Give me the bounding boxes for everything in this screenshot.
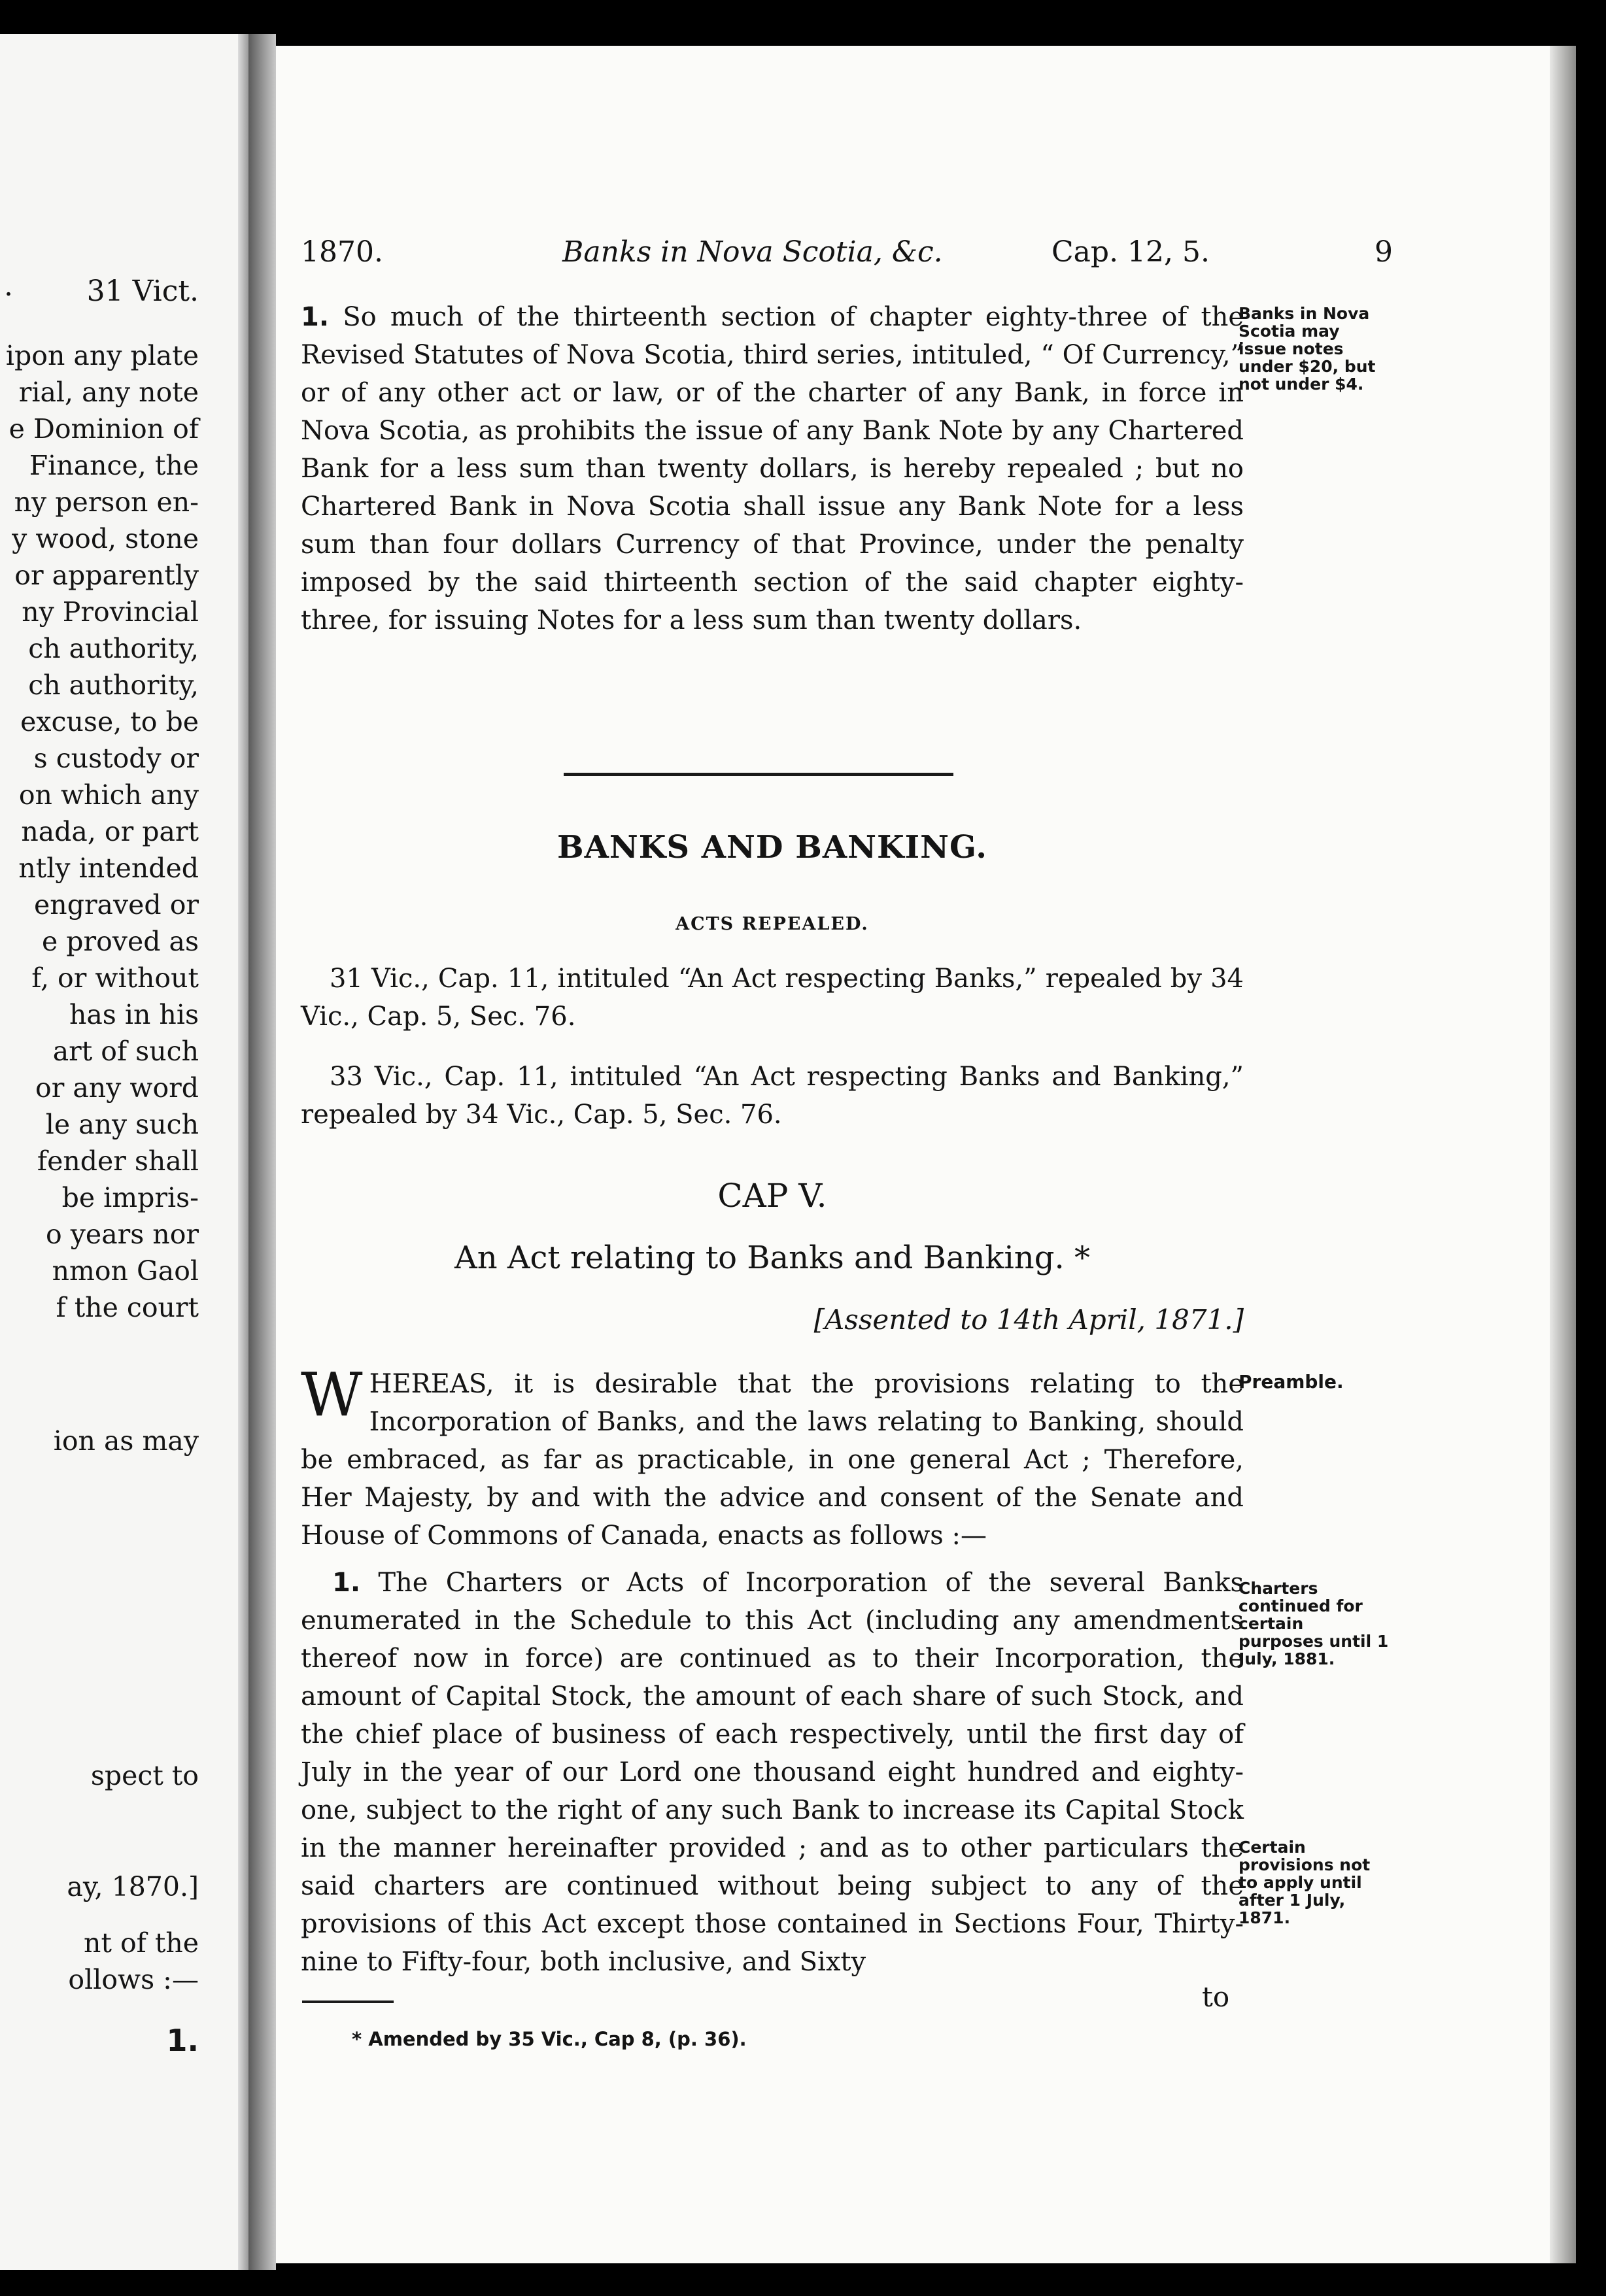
- book-gutter: [248, 34, 276, 2270]
- preamble-text: HEREAS, it is desirable that the provisions relating to the Incorporation of Banks, and the laws relating to Banking, should be embraced, as far as practicable, in one general Act ; Therefore, Her Majesty, by and with the advice and consent of the Senate and House of Commons of Canada, enacts as follows :—: [301, 1369, 1244, 1551]
- left-line: has in his: [69, 999, 199, 1030]
- section-number: 1.: [332, 1568, 361, 1598]
- left-line: e Dominion of: [9, 413, 199, 445]
- repealed-item: 31 Vic., Cap. 11, intituled “An Act respecting Banks,” repealed by 34 Vic., Cap. 5, Sec. 76.: [301, 964, 1244, 1032]
- left-page-fragment: [0, 34, 248, 2270]
- left-line: art of such: [52, 1036, 199, 1067]
- left-line: Finance, the: [29, 450, 199, 481]
- left-line: spect to: [90, 1760, 199, 1791]
- right-page: [276, 46, 1576, 2263]
- header-cap: Cap. 12, 5.: [1051, 235, 1210, 269]
- left-line: ay, 1870.]: [67, 1871, 199, 1902]
- header-year: 1870.: [301, 235, 383, 269]
- section-text: The Charters or Acts of Incorporation of the several Banks enumerated in the Schedule to this Act (including any amendments thereof now in force) are continued as to their Incorporation, the amount of Capital Stock, the amount of each share of such Stock, and the chief place of business of each respectively, until the first day of July in the year of our Lord one thousand eight hundred and eighty-one, subject to the right of any such Bank to increase its Capital Stock in the manner hereinafter provided ; and as to other particulars the said charters are continued without being subject to any of the provisions of this Act except those contained in Sections Four, Thirty-nine to Fifty-four, both inclusive, and Sixty: [301, 1568, 1244, 1977]
- page-number: 9: [1375, 235, 1393, 269]
- left-line: or apparently: [14, 560, 199, 591]
- banks-heading: BANKS AND BANKING.: [557, 829, 987, 866]
- left-line: f the court: [56, 1292, 199, 1323]
- left-line: on which any: [18, 779, 199, 811]
- left-line: ch authority,: [28, 633, 199, 664]
- left-line: ollows :—: [68, 1964, 199, 1995]
- acts-repealed-heading: ACTS REPEALED.: [675, 914, 869, 934]
- left-line: ny person en-: [14, 486, 199, 518]
- left-line: engraved or: [34, 889, 199, 920]
- section-number: 1.: [301, 302, 330, 332]
- page-edge-shadow: [1550, 46, 1576, 2263]
- sidenote-nova-scotia: Banks in Nova Scotia may issue notes under $20, but not under $4.: [1239, 304, 1376, 394]
- left-line: fender shall: [37, 1145, 199, 1177]
- left-line: excuse, to be: [20, 706, 199, 737]
- header-title: Banks in Nova Scotia, &c.: [562, 235, 943, 269]
- cap-heading: CAP V.: [717, 1177, 827, 1215]
- footnote: * Amended by 35 Vic., Cap 8, (p. 36).: [352, 2028, 747, 2050]
- nova-scotia-section: [301, 298, 1244, 639]
- catchword: to: [1202, 1981, 1230, 2013]
- left-page-shadow: [238, 34, 248, 2270]
- left-line: ny Provincial: [22, 596, 199, 628]
- left-line: e proved as: [41, 926, 199, 957]
- left-line: ch authority,: [28, 669, 199, 701]
- sidenote-provisions: Certain provisions not to apply until after 1 July, 1871.: [1239, 1838, 1371, 1927]
- left-line: ion as may: [53, 1425, 199, 1457]
- assented-line: [Assented to 14th April, 1871.]: [813, 1304, 1244, 1336]
- left-line: nt of the: [84, 1927, 199, 1959]
- left-line: 1.: [166, 2023, 199, 2058]
- repealed-item: 33 Vic., Cap. 11, intituled “An Act respecting Banks and Banking,” repealed by 34 Vic., Cap. 5, Sec. 76.: [301, 1062, 1244, 1130]
- left-header-mark: .: [4, 269, 13, 303]
- left-line: or any word: [35, 1072, 199, 1104]
- sidenote-charters: Charters continued for certain purposes until 1 July, 1881.: [1239, 1579, 1389, 1668]
- left-line: be impris-: [61, 1182, 199, 1213]
- section-text: So much of the thirteenth section of chapter eighty-three of the Revised Statutes of Nova Scotia, third series, intituled, “ Of Currency,” or of any other act or law, or of the charter of any Bank, in force in Nova Scotia, as prohibits the issue of any Bank Note by any Chartered Bank for a less sum than twenty dollars, is hereby repealed ; but no Chartered Bank in Nova Scotia shall issue any Bank Note for a less sum than four dollars Currency of that Province, under the penalty imposed by the said thirteenth section of the said chapter eighty-three, for issuing Notes for a less sum than twenty dollars.: [301, 302, 1244, 635]
- drop-cap: W: [301, 1360, 363, 1430]
- left-line: rial, any note: [18, 377, 199, 408]
- section-divider: [564, 773, 953, 776]
- left-line: s custody or: [33, 743, 199, 774]
- act-title: An Act relating to Banks and Banking. *: [454, 1240, 1090, 1276]
- left-line: ntly intended: [18, 853, 199, 884]
- left-line: le any such: [45, 1109, 199, 1140]
- sidenote-preamble: Preamble.: [1239, 1371, 1344, 1393]
- footnote-rule: [302, 2001, 394, 2003]
- left-line: nmon Gaol: [52, 1255, 199, 1287]
- left-header: 31 Vict.: [86, 275, 199, 308]
- left-line: nada, or part: [21, 816, 199, 847]
- charters-section: [301, 1564, 1244, 1981]
- left-line: f, or without: [31, 962, 199, 994]
- left-line: o years nor: [46, 1219, 199, 1250]
- left-line: y wood, stone: [12, 523, 199, 554]
- left-line: ipon any plate: [5, 340, 199, 371]
- preamble-paragraph: [301, 1360, 1244, 1555]
